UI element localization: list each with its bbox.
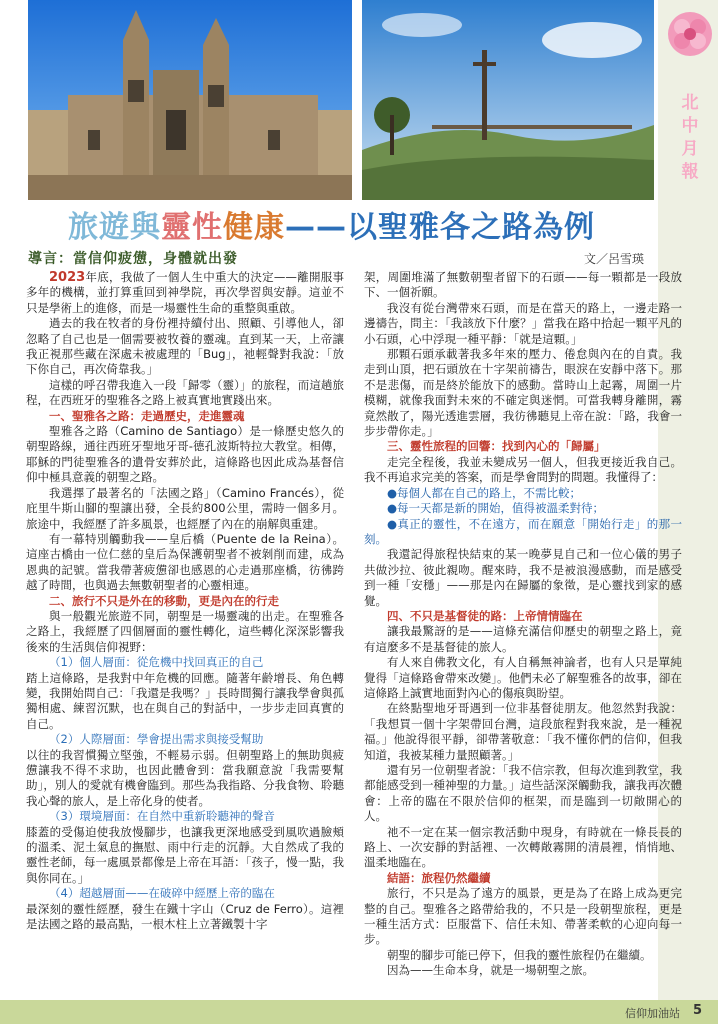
right-column xyxy=(364,270,682,979)
paragraph: 在終點聖地牙哥遇到一位非基督徒朋友。他忽然對我說：「我想買一個十字架帶回台灣，這段旅程對我來說，是一種祝福。」他說得很平靜，卻帶著敬意：「我不懂你們的信仰，但我知道，我被某種力量照顧著。」 xyxy=(364,701,682,762)
title-part-travel: 旅遊與 xyxy=(68,210,161,245)
subsection-heading: （4）超越層面——在破碎中經歷上帝的臨在 xyxy=(49,886,275,901)
paragraph: 還有另一位朝聖者說：「我不信宗教，但每次進到教堂，我都能感受到一種神聖的力量。」這些話深深觸動我，讓我再次體會：上帝的臨在不限於信仰的框架，而是臨到一切敞開心的人。 xyxy=(364,763,682,824)
section-heading: 三、靈性旅程的回響：找到內心的「歸屬」 xyxy=(387,439,606,454)
paragraph: 以往的我習慣獨立堅強，不輕易示弱。但朝聖路上的無助與疲憊讓我不得不求助，也因此體會到：當我願意說「我需要幫助」，別人的愛就有機會臨到。那些為我指路、分我食物、聆聽我心聲的旅人，是上帝化身的使者。 xyxy=(26,747,344,808)
paragraph: 我還記得旅程快結束的某一晚夢見自己和一位心儀的男子共做沙拉、彼此親吻。醒來時，我不是被浪漫感動，而是感受到一種「安穩」——那是內在歸屬的象徵，是心靈找到家的感覺。 xyxy=(364,547,682,608)
flower-icon xyxy=(666,10,714,58)
year-lead: 2023 xyxy=(49,270,86,285)
paragraph: 旅行，不只是為了遠方的風景，更是為了在路上成為更完整的自己。聖雅各之路帶給我的，不只是一段朝聖旅程，更是一種生活方式：臣服當下、信任未知、帶著柔軟的心迎向每一步。 xyxy=(364,886,682,947)
section-heading: 四、不只是基督徒的路：上帝情情臨在 xyxy=(387,608,583,623)
section-label: 北中月報 xyxy=(681,93,699,182)
article-title xyxy=(68,202,658,244)
bullet-item: ●每一天都是新的開始，值得被溫柔對待； xyxy=(387,501,605,516)
paragraph: 架，周圍堆滿了無數朝聖者留下的石頭——每一顆都是一段放下、一個祈願。 xyxy=(364,270,682,300)
title-part-spirituality: 靈性 xyxy=(161,210,223,245)
author-byline: 文／呂雪瑛 xyxy=(583,252,644,266)
cross-on-hill-photo xyxy=(362,0,654,200)
paragraph: 祂不一定在某一個宗教活動中現身，有時就在一條長長的路上、一次安靜的對話裡、一次轉敞霧開的清晨裡，悄悄地、溫柔地臨在。 xyxy=(364,824,682,870)
paragraph: 我選擇了最著名的「法國之路」（Camino Francés），從庇里牛斯山腳的聖讓出發，全長約800公里，需時一個多月。旅途中，我經歷了許多風景，也經歷了內在的崩解與重建。 xyxy=(26,485,344,531)
paragraph: 這樣的呼召帶我進入一段「歸零（靈）」的旅程，而這趟旅程，在西班牙的聖雅各之路上被真實地實踐出來。 xyxy=(26,377,344,408)
paragraph: 最深刻的靈性經歷，發生在鐵十字山（Cruz de Ferro）。這裡是法國之路的最高點，一根木柱上立著鐵製十字 xyxy=(26,901,344,932)
cathedral-photo xyxy=(28,0,352,200)
bullet-item: ●真正的靈性，不在遠方，而在願意「開始行走」的那一刻。 xyxy=(364,516,682,546)
paragraph: 我沒有從台灣帶來石頭，而是在當天的路上，一邊走路一邊禱告，問主：「我該放下什麼？」當我在路中拾起一顆平凡的小石頭，心中浮現一種平靜：「就是這顆。」 xyxy=(364,300,682,346)
paragraph: 過去的我在牧者的身份裡持續付出、照顧、引導他人，卻忽略了自己也是一個需要被牧養的靈魂。直到某一天，上帝讓我正視那些藏在深處未被處理的「Bug」，祂輕聲對我說：「放下你自己，再次倚靠我。」 xyxy=(26,316,344,377)
paragraph: 有一幕特別觸動我——皇后橋（Puente de la Reina）。這座古橋由一位仁慈的皇后為保護朝聖者不被剝削而建，成為恩典的記號。當我帶著疲憊卻也感恩的心走過那座橋，彷彿跨越了時間，也與過去無數朝聖者的心靈相連。 xyxy=(26,531,344,593)
footer-label: 信仰加油站 xyxy=(625,1007,680,1020)
paragraph: 2023年底，我做了一個人生中重大的決定——離開服事多年的機構，並打算重回到神學院，再次學習與安靜。這並不只是學術上的進修，而是一場靈性生命的重整與重啟。 xyxy=(26,270,344,315)
paragraph: 聖雅各之路（Camino de Santiago）是一條歷史悠久的朝聖路線，通往西班牙聖地牙哥-德孔波斯特拉大教堂。相傳，耶穌的門徒聖雅各的遺骨安葬於此，這條路也因此成為基督信仰中極具意義的朝聖之路。 xyxy=(26,424,344,485)
bullet-item: ●每個人都在自己的路上，不需比較； xyxy=(387,485,582,500)
paragraph: 有人來自佛教文化，有人自稱無神論者，也有人只是單純覺得「這條路會帶來改變」。他們未必了解聖雅各的故事，卻在這條路上誠實地面對內心的傷痕與盼望。 xyxy=(364,655,682,700)
subsection-heading: （3）環境層面：在自然中重新聆聽神的聲音 xyxy=(49,809,275,824)
article-subhead: 導言：當信仰疲憊，身體就出發 xyxy=(28,251,238,267)
title-part-camino: ——以聖雅各之路為例 xyxy=(285,210,595,245)
paragraph: 朝聖的腳步可能已停下，但我的靈性旅程仍在繼續。 xyxy=(387,947,652,962)
paragraph: 走完全程後，我並未變成另一個人，但我更接近我自己。我不再追求完美的答案，而是學會問對的問題。我懂得了： xyxy=(364,454,682,485)
paragraph: 因為——生命本身，就是一場朝聖之旅。 xyxy=(387,963,594,978)
paragraph: 與一般觀光旅遊不同，朝聖是一場靈魂的出走。在聖雅各之路上，我經歷了四個層面的靈性轉化，這些轉化深深影響我後來的生活與信仰視野： xyxy=(26,608,344,654)
paragraph: 膝蓋的受傷迫使我放慢腳步，也讓我更深地感受到風吹過臉頰的溫柔、泥土氣息的撫慰、雨中行走的沉靜。大自然成了我的靈性老師，每一處風景都像是上帝在耳語：「孩子，慢一點，我與你同在。」 xyxy=(26,824,344,885)
paragraph: 那顆石頭承載著我多年來的壓力、倦怠與內在的自責。我走到山頂，把石頭放在十字架前禱告，眼淚在安靜中落下。那不是悲傷，而是終於能放下的感動。當時山上起霧，周圍一片模糊，就像我面對未來的不確定與迷惘。可當我轉身離開，霧竟然散了，陽光透進雲層，我彷彿聽見上帝在說：「路，我會一步步帶你走。」 xyxy=(364,347,682,439)
page-number: 5 xyxy=(692,1003,702,1018)
paragraph: 踏上這條路，是我對中年危機的回應。隨著年齡增長、角色轉變，我開始問自己：「我還是我嗎？」長時間獨行讓我學會與孤獨相處、練習沉默，也在與自己的對話中，一步步走回真實的自己。 xyxy=(26,670,344,731)
subsection-heading: （1）個人層面：從危機中找回真正的自己 xyxy=(49,655,264,670)
section-heading: 結語：旅程仍然繼續 xyxy=(387,870,491,885)
subsection-heading: （2）人際層面：學會提出需求與接受幫助 xyxy=(49,732,264,747)
footer-bar xyxy=(0,1000,718,1024)
section-heading: 二、旅行不只是外在的移動，更是內在的行走 xyxy=(49,593,279,608)
paragraph: 讓我最驚訝的是——這條充滿信仰歷史的朝聖之路上，竟有這麼多不是基督徒的旅人。 xyxy=(364,624,682,654)
section-heading: 一、聖雅各之路：走過歷史，走進靈魂 xyxy=(49,408,245,423)
left-column xyxy=(26,270,344,932)
title-part-health: 健康 xyxy=(223,210,285,245)
